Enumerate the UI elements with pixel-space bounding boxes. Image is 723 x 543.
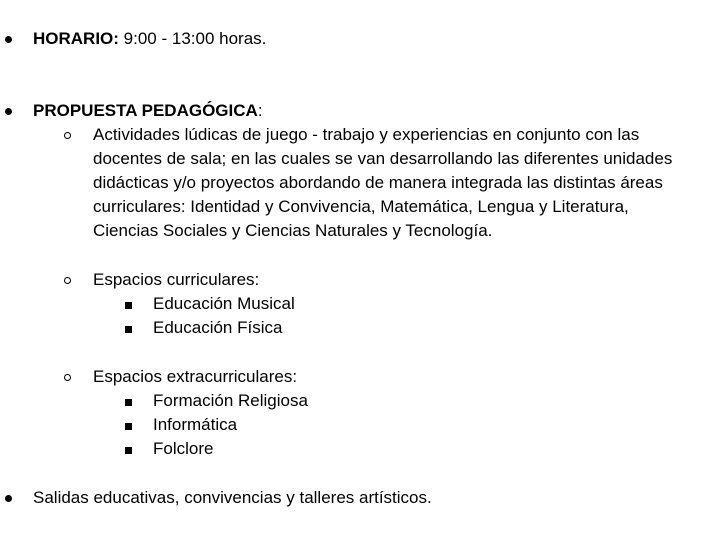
extracurriculares-item: Folclore [153, 439, 214, 458]
curriculares-item: Educación Musical [153, 294, 295, 313]
actividades-line-5: Ciencias Sociales y Ciencias Naturales y Tecnología. [93, 221, 493, 240]
bullet-disc-icon [5, 36, 12, 43]
curriculares-title: Espacios curriculares: [93, 270, 260, 289]
actividades-line-4: curriculares: Identidad y Convivencia, Matemática, Lengua y Literatura, [93, 197, 629, 216]
bullet-square-icon [125, 447, 132, 454]
bullet-square-icon [125, 423, 132, 430]
propuesta-label: PROPUESTA PEDAGÓGICA [33, 101, 258, 120]
horario-label: HORARIO: [33, 29, 119, 48]
curriculares-item: Educación Física [153, 318, 283, 337]
actividades-line-1: Actividades lúdicas de juego - trabajo y experiencias en conjunto con las [93, 125, 640, 144]
bullet-circle-icon [64, 374, 71, 381]
propuesta-heading [33, 99, 263, 123]
horario-line [33, 27, 266, 51]
bullet-square-icon [125, 302, 132, 309]
actividades-line-2: docentes de sala; en las cuales se van desarrollando las diferentes unidades [93, 149, 673, 168]
salidas-line: Salidas educativas, convivencias y talleres artísticos. [33, 488, 432, 507]
bullet-circle-icon [64, 132, 71, 139]
bullet-square-icon [125, 326, 132, 333]
extracurriculares-item: Formación Religiosa [153, 391, 308, 410]
actividades-line-3: didácticas y/o proyectos abordando de manera integrada las distintas áreas [93, 173, 663, 192]
propuesta-suffix: : [257, 101, 263, 120]
horario-value: 9:00 - 13:00 horas. [118, 29, 267, 48]
bullet-circle-icon [64, 277, 71, 284]
extracurriculares-title: Espacios extracurriculares: [93, 367, 298, 386]
bullet-square-icon [125, 399, 132, 406]
extracurriculares-item: Informática [153, 415, 238, 434]
bullet-disc-icon [5, 108, 12, 115]
bullet-disc-icon [5, 495, 12, 502]
